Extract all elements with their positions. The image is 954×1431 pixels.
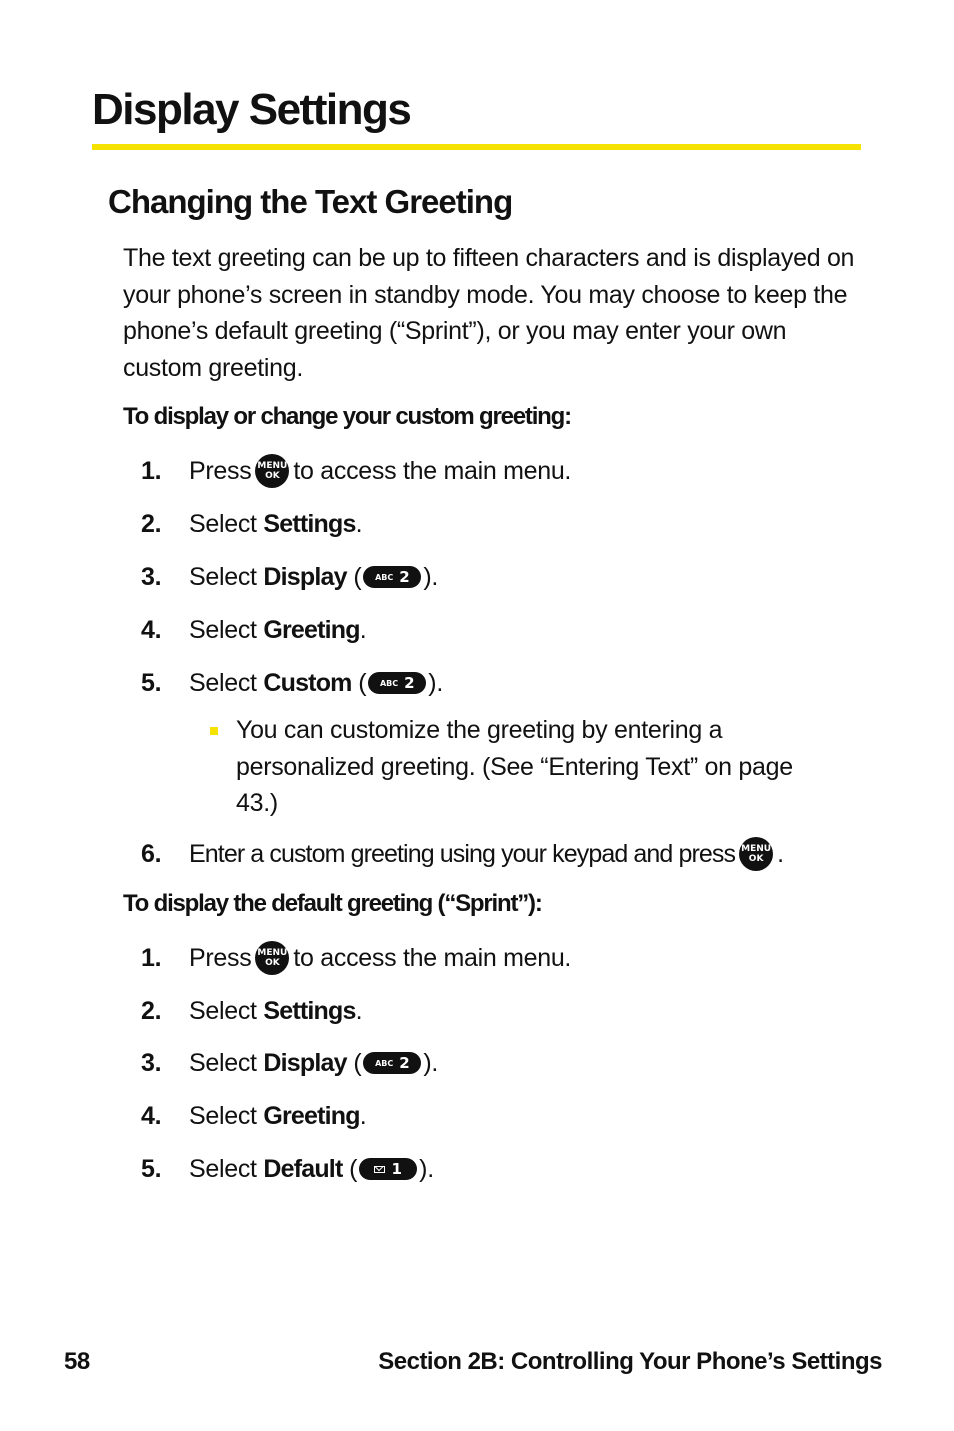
menu-option: Greeting xyxy=(263,1101,360,1130)
menu-option: Settings xyxy=(263,996,356,1025)
step-number: 3. xyxy=(141,562,162,591)
step-text: to access the main menu. xyxy=(293,943,572,972)
step-text: ). xyxy=(428,668,443,697)
step-text: Select xyxy=(189,1154,257,1183)
step-text: to access the main menu. xyxy=(293,456,572,485)
step-number: 5. xyxy=(141,1154,162,1183)
step-number: 5. xyxy=(141,668,162,697)
step-number: 1. xyxy=(141,943,162,972)
custom-step-2 xyxy=(141,506,362,542)
default-step-4 xyxy=(141,1098,366,1134)
envelope-icon xyxy=(374,1166,385,1173)
page-number: 58 xyxy=(64,1348,90,1375)
step-text: . xyxy=(355,996,363,1025)
default-procedure-heading: To display the default greeting (“Sprint”): xyxy=(123,890,542,917)
title-rule xyxy=(92,144,861,150)
menu-option: Greeting xyxy=(263,615,360,644)
step-text: . xyxy=(359,615,367,644)
step-text: . xyxy=(355,509,363,538)
menu-ok-key-icon: MENU OK xyxy=(255,941,289,975)
step-text: Select xyxy=(189,1048,257,1077)
menu-option: Display xyxy=(263,1048,347,1077)
step-number: 2. xyxy=(141,509,162,538)
step-text: Select xyxy=(189,615,257,644)
step-text: ). xyxy=(423,1048,439,1077)
menu-ok-key-icon: MENU OK xyxy=(255,454,289,488)
default-step-5: 5. Select Default ( 1 ). xyxy=(141,1154,434,1183)
step-text: Select xyxy=(189,509,257,538)
custom-procedure-heading: To display or change your custom greeting: xyxy=(123,403,571,430)
key-2-icon: ABC 2 xyxy=(368,672,426,694)
step-text: ). xyxy=(419,1154,434,1183)
step-text: Press xyxy=(189,943,252,972)
custom-step-3: 3. Select Display ( ABC 2 ). xyxy=(141,562,439,591)
step-number: 1. xyxy=(141,456,162,485)
key-2-icon: ABC 2 xyxy=(363,566,421,588)
step-text: . xyxy=(777,839,784,868)
intro-paragraph: The text greeting can be up to fifteen characters and is displayed on your phone’s screen in standby mode. You may choose to keep the phone’s default greeting (“Sprint”), or you may enter your own custom greeting. xyxy=(123,244,855,382)
step-number: 6. xyxy=(141,839,162,868)
step-text: . xyxy=(359,1101,367,1130)
key-2-icon: ABC 2 xyxy=(363,1052,421,1074)
step-text: Enter a custom greeting using your keypad and press xyxy=(189,839,736,868)
menu-option: Display xyxy=(263,562,347,591)
step-number: 2. xyxy=(141,996,162,1025)
step-5-note xyxy=(210,712,810,822)
step-text: ). xyxy=(423,562,439,591)
default-step-2 xyxy=(141,993,362,1029)
step-text: Select xyxy=(189,996,257,1025)
custom-step-1 xyxy=(141,453,571,489)
custom-step-4 xyxy=(141,612,366,648)
step-text: Select xyxy=(189,668,257,697)
step-text: Press xyxy=(189,456,252,485)
step-text: Select xyxy=(189,562,257,591)
custom-step-6 xyxy=(141,836,784,872)
section-label: Section 2B: Controlling Your Phone’s Settings xyxy=(378,1348,882,1375)
menu-option: Settings xyxy=(263,509,356,538)
key-1-icon: 1 xyxy=(359,1158,417,1180)
default-step-3: 3. Select Display ( ABC 2 ). xyxy=(141,1048,439,1077)
page-title: Display Settings xyxy=(92,85,411,134)
bullet-icon xyxy=(210,727,218,735)
menu-option: Custom xyxy=(263,668,352,697)
menu-option: Default xyxy=(263,1154,343,1183)
section-heading: Changing the Text Greeting xyxy=(108,183,513,220)
menu-ok-key-icon: MENU OK xyxy=(739,837,773,871)
default-step-1 xyxy=(141,940,571,976)
step-number: 4. xyxy=(141,1101,162,1130)
step-number: 3. xyxy=(141,1048,162,1077)
note-text: You can customize the greeting by entering a personalized greeting. (See “Entering Text” on page 43.) xyxy=(236,716,793,817)
step-number: 4. xyxy=(141,615,162,644)
step-text: Select xyxy=(189,1101,257,1130)
custom-step-5: 5. Select Custom ( ABC 2 ). xyxy=(141,668,443,697)
